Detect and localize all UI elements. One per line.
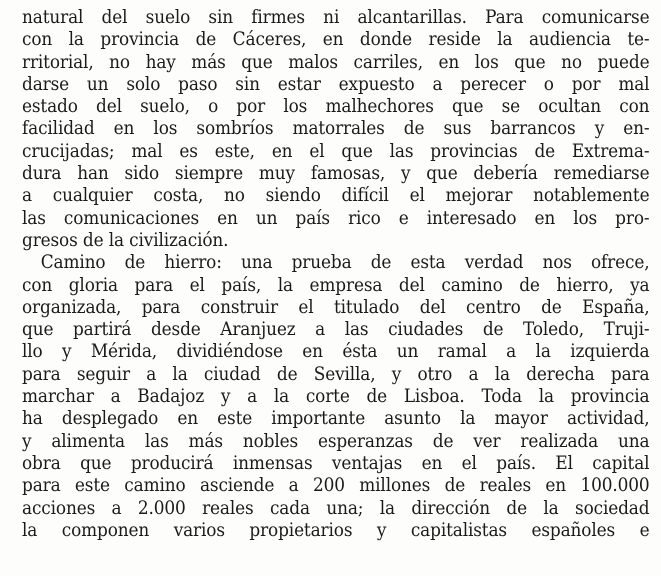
text-line: ha desplegado en este importante asunto la mayor actividad, xyxy=(22,407,650,430)
text-line: Camino de hierro: una prueba de esta verdad nos ofrece, xyxy=(40,251,650,274)
text-line: gresos de la civilización. xyxy=(22,228,229,251)
text-line: las comunicaciones en un país rico e interesado en los pro- xyxy=(22,206,650,229)
text-line: para seguir a la ciudad de Sevilla, y otro a la derecha para xyxy=(22,362,650,385)
paragraph-1 xyxy=(22,6,650,251)
text-line: dura han sido siempre muy famosas, y que debería remediarse xyxy=(22,162,650,185)
text-line: obra que producirá inmensas ventajas en el país. El capital xyxy=(22,451,650,474)
text-line: la componen varios propietarios y capitalistas españoles e xyxy=(22,518,650,541)
text-line: facilidad en los sombríos matorrales de sus barrancos y en- xyxy=(22,117,650,140)
text-line: con gloria para el país, la empresa del camino de hierro, ya xyxy=(22,273,650,296)
text-line: con la provincia de Cáceres, en donde reside la audiencia te- xyxy=(22,28,650,51)
text-line: crucijadas; mal es este, en el que las provincias de Extrema- xyxy=(22,139,650,162)
text-line: a cualquier costa, no siendo difícil el mejorar notablemente xyxy=(22,184,650,207)
text-line: acciones a 2.000 reales cada una; la dirección de la sociedad xyxy=(22,496,650,519)
text-line: y alimenta las más nobles esperanzas de ver realizada una xyxy=(22,429,650,452)
text-line: estado del suelo, o por los malhechores que se ocultan con xyxy=(22,95,650,118)
document-page xyxy=(22,6,650,541)
text-line: natural del suelo sin firmes ni alcantarillas. Para comunicarse xyxy=(22,6,650,28)
paragraph-2 xyxy=(22,251,650,541)
text-line: marchar a Badajoz y a la corte de Lisboa. Toda la provincia xyxy=(22,385,650,408)
text-line: que partirá desde Aranjuez a las ciudades de Toledo, Truji- xyxy=(22,318,650,341)
text-line: organizada, para construir el titulado del centro de España, xyxy=(22,295,650,318)
text-line: darse un solo paso sin estar expuesto a perecer o por mal xyxy=(22,72,650,95)
text-line: para este camino asciende a 200 millones de reales en 100.000 xyxy=(22,474,650,497)
text-line: rritorial, no hay más que malos carriles, en los que no puede xyxy=(22,50,650,73)
text-line: llo y Mérida, dividiéndose en ésta un ramal a la izquierda xyxy=(22,340,650,363)
